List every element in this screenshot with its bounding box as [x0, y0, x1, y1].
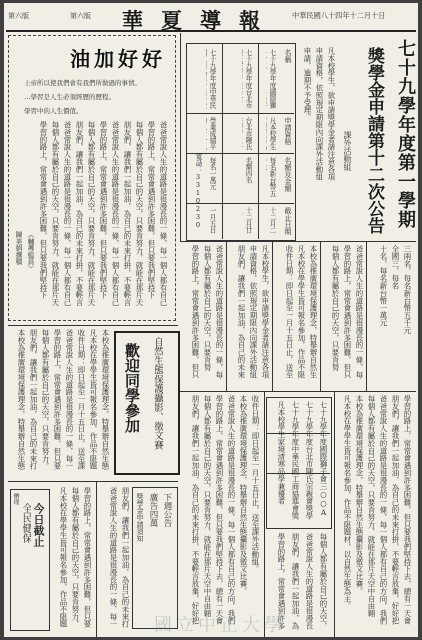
notice-col-a3: 每個人都有屬於自己的天空，只要肯努 — [331, 245, 340, 371]
left-bottom-col-2: 每個人都有屬於自己的天空，只要肯努力， — [71, 487, 80, 628]
essay-col-8: 朋友們，讓我們一起加油，為自己的未來打拼，不要輕言 — [75, 121, 84, 306]
photo-contest-heading: 自然生態保護攝影、徵文賽 — [152, 337, 163, 450]
essay-col-6: 學習的路上，常常會遇到許多困難，但只要我們堅持下 — [99, 121, 108, 299]
table-row1-amount: 每名新台幣五 — [268, 157, 276, 197]
bottom-m-col1: 七十九學年度國際獅子會三○○A — [319, 401, 328, 517]
bottom-m-col2: 七十九學年度台北市陳氏宗親會獎學 — [305, 401, 314, 520]
newspaper-page — [4, 3, 418, 637]
notice-col-b3: 收件日期：即日起至一月十五日止，送至 — [285, 245, 294, 379]
ticker-line-3: 辦理 — [12, 493, 19, 505]
mid-notice-3: 獎學金申請須知 — [136, 493, 144, 542]
left-bottom-col-1: 學習的路上，常常會遇到許多困難，但只要 — [83, 487, 92, 628]
bottom-m-col4: 凡本校學生家境清寒品學兼優者 — [277, 401, 286, 505]
table-row3-name: 七十九學年度中華民 — [208, 49, 216, 109]
table-row1-qual: 凡本校學生 — [268, 117, 276, 150]
photo-col-7: 朋友們，讓我們一起加油，為自己的未來打 — [29, 329, 38, 470]
bottom-r-col1: 學習的路上，常常會遇到許多困難，但只要我們堅持下去，總有一天會 — [403, 395, 412, 625]
notice-col-a2: 學習的路上，常常會遇到許多困難，但只 — [343, 245, 352, 379]
ticker-line-2: 全民健保 — [20, 503, 31, 543]
bottom-r-col5: 本校為推廣環境保護理念，特舉辦自然生態攝影及徵文比賽。 — [355, 395, 364, 595]
side-note-1: 三兩名，每名新台幣五千元 — [403, 245, 412, 334]
essay-title: 油加好好 — [70, 47, 166, 71]
table-header-name: 名稱 — [284, 49, 292, 63]
bottom-l-col2: 本校為推廣環境保護理念，特舉辦自然生態攝影及徵文比賽。 — [239, 395, 248, 595]
bottom-l-col3: 爸爸常說人生的道路是很漫長的一條，每一個人都有自己的方向，我們 — [227, 395, 236, 625]
table-row3-deadline: 一月五日 — [208, 207, 216, 234]
page-number-left: 第六版 — [8, 12, 29, 20]
table-row1-name: 七十九學年度國際獅 — [268, 49, 276, 109]
notice-col-a1: 爸爸常說人生的道路是很漫長的一條，每 — [355, 245, 364, 379]
bottom-l-col5: 每個人都有屬於自己的天空，只要肯努力，就能在那片天空中自由翱 — [203, 395, 212, 617]
essay-col-2: 學習的路上，常常會遇到許多困難，但只要我們堅持下 — [147, 121, 156, 299]
ticker-line-1: 今日截止 — [32, 503, 45, 547]
essay-col-7: 每個人都有屬於自己的天空，只要肯努力，就能在那片天 — [87, 121, 96, 306]
table-row2-qual: 台北市陳氏 — [244, 117, 252, 150]
table-header-amount: 名額及金額 — [284, 157, 292, 192]
watermark: 國立中正大學 — [154, 615, 286, 636]
bottom-m-col3: 七十九學年度中華民國工商協進會獎 — [291, 401, 300, 520]
bottom-r-col4: 每個人都有屬於自己的天空，只要肯努力，就能在那片天空中自由翱 — [367, 395, 376, 617]
essay-col-11: 學習的路上，常常會遇到許多困難，但只要我們堅持下 — [39, 121, 48, 299]
essay-epigraph-1: 上帝所以使我們會有我們所做過的事情。 — [24, 79, 141, 87]
mid-col-2: 爸爸常說人生的道路是很漫長的一條，每一 — [109, 487, 118, 628]
photo-col-6: 每個人都有屬於自己的天空，只要肯努力， — [41, 329, 50, 470]
side-note-2: 全國三，每名 — [391, 245, 400, 290]
page-number: 第六版 — [70, 12, 91, 20]
mid-notice-2: 廣告四萬 — [148, 493, 158, 527]
notice-col-d3: 學習的路上，常常會遇到許多困難，但只 — [191, 245, 200, 379]
table-header-deadline: 截止日期 — [284, 207, 292, 235]
essay-col-1: 爸爸常說人生的道路是很漫長的一條，每一個人都有自己 — [159, 121, 168, 306]
essay-col-10: 每個人都有屬於自己的天空，只要肯努力，就能在那片天 — [51, 121, 60, 306]
announcement-subtitle: 課外活動組 — [343, 131, 352, 171]
notice-col-c2: 申請資格，依照規定期限內向課外活動組 — [249, 245, 258, 379]
bottom-m-col5: 每個人都有屬於自己的天空， — [319, 533, 328, 630]
notice-col-d1: 爸爸常說人生的道路是很漫長的一條，每 — [215, 245, 224, 379]
award-table — [186, 43, 296, 241]
essay-epigraph-3: 學習中的人生價值。 — [24, 107, 83, 115]
table-phone: 電話：3310230 — [194, 153, 202, 229]
photo-col-5: 學習的路上，常常會遇到許多困難，但只要 — [53, 329, 62, 470]
essay-col-3: 每個人都有屬於自己的天空，只要肯努力，就能在那片天 — [135, 121, 144, 306]
bottom-l-col6: 朋友們，讓我們一起加油，為自己的未來打拼，不要輕言放棄，好好把 — [191, 395, 200, 625]
table-row1-deadline: 十二月二 — [268, 207, 276, 234]
table-row3-qual: 學業成績平 — [208, 117, 216, 150]
photo-col-2: 凡本校在學學生皆可報名參加，作品不限題 — [89, 329, 98, 470]
masthead-date: 中華民國八十四年十二月十日 — [292, 11, 386, 20]
essay-col-5: 爸爸常說人生的道路是很漫長的一條，每一個人都有自己 — [111, 121, 120, 306]
table-row3-amount: 每名一萬元 — [208, 157, 216, 190]
photo-col-3: 收件日期：即日起至一月十五日止，送至課 — [77, 329, 86, 470]
side-note-3: 十名，每名新台幣一萬元 — [379, 245, 388, 327]
bottom-l-col4: 學習的路上，常常會遇到許多困難，但只要我們堅持下去，總有一天會 — [215, 395, 224, 625]
bottom-r-col3: 爸爸常說人生的道路是很漫長的一條，每一個人都有自己的方向，我們 — [379, 395, 388, 625]
notice-col-c1: 凡本校學生，欲申請獎學金者請注意各項 — [261, 245, 270, 379]
left-bottom-col-3: 凡本校在學學生皆可報名參加，作品不限題 — [59, 487, 68, 628]
bottom-l-col1: 收件日期：即日起至一月十五日止，送至課外活動組。 — [251, 395, 260, 573]
essay-col-4: 朋友們，讓我們一起加油，為自己的未來打拼，不要輕言 — [123, 121, 132, 306]
essay-epigraph-2: …學習是人生必須經歷的歷程。 — [24, 93, 115, 101]
mid-col-1: 朋友們，讓我們一起加油，為自己的未來打 — [121, 487, 130, 628]
notice-col-b1: 本校為推廣環境保護理念，特舉辦自然生 — [309, 245, 318, 379]
announcement-title-1: 七十九學年度第一學期 — [395, 39, 416, 229]
essay-author: （輔導組員） — [26, 231, 34, 272]
intro-col-3: 申請，逾期不予受理。 — [303, 47, 312, 121]
table-row2-amount: 名額四名 — [244, 157, 252, 184]
bottom-m-col7: 朋友們，讓我們一起加油，為 — [291, 533, 300, 630]
masthead — [4, 3, 418, 31]
photo-col-4: 爸爸常說人生的道路是很漫長的一條，每一 — [65, 329, 74, 470]
bottom-r-col2: 朋友們，讓我們一起加油，為自己的未來打拼，不要輕言放棄，好好把 — [391, 395, 400, 625]
essay-author-2: 陳美娟撰稿 — [14, 231, 22, 265]
bottom-m-col6: 爸爸常說人生的道路是很漫長 — [305, 533, 314, 630]
masthead-title: 華夏導報 — [122, 8, 278, 33]
notice-col-b2: 凡本校在學學生皆可報名參加，作品不限 — [297, 245, 306, 379]
photo-col-1: 本校為推廣環境保護理念，特舉辦自然生態 — [101, 329, 110, 470]
essay-col-9: 爸爸常說人生的道路是很漫長的一條，每一個人都有自己 — [63, 121, 72, 306]
table-row2-deadline: 十二月廿 — [244, 207, 252, 234]
notice-col-c3: 朋友們，讓我們一起加油，為自己的未來 — [237, 245, 246, 379]
bottom-m-col8: 學習的路上，常常會遇到許多 — [277, 533, 286, 630]
photo-col-8: 本校為推廣環境保護理念，特舉辦自然生態 — [17, 329, 26, 470]
notice-col-d2: 每個人都有屬於自己的天空，只要肯努 — [203, 245, 212, 371]
mid-notice-1: 下週公告 — [162, 493, 172, 527]
table-row2-name: 七十九學年度台北市 — [244, 49, 252, 109]
bottom-r-col6: 凡本校在學學生皆可報名參加，作品不限題材，以自然生態為主。 — [343, 395, 352, 610]
announcement-title-2: 獎學金申請第十二次公告 — [364, 47, 384, 234]
photo-contest-big: 歡迎同學參加 — [123, 343, 141, 433]
intro-col-2: 申請資格，依照規定期限內向課外活動組 — [315, 47, 324, 181]
intro-col-1: 凡本校學生，欲申請獎學金者請注意各項 — [327, 47, 336, 181]
table-header-qual: 申請資格 — [284, 117, 292, 145]
